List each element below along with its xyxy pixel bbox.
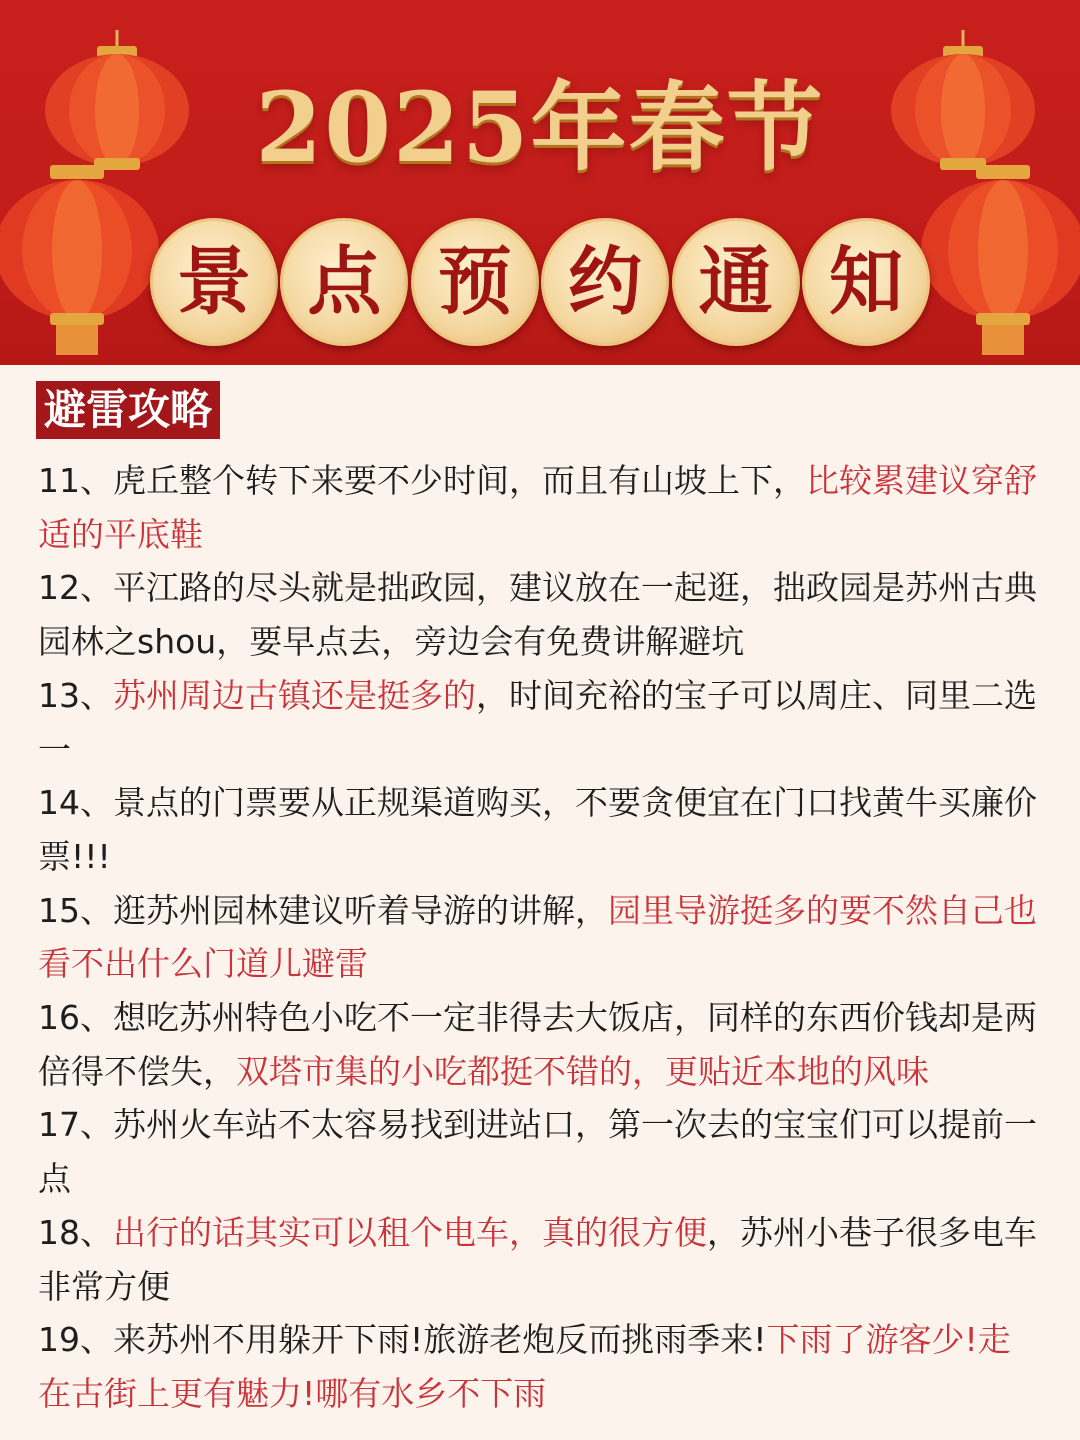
list-item <box>38 454 1042 561</box>
item-text: ，苏州小巷子很多电车非常方便 <box>38 1212 1037 1306</box>
subtitle-char: 通 <box>672 218 800 346</box>
list-item <box>38 561 1042 668</box>
banner-subtitle <box>150 218 930 342</box>
list-item <box>38 669 1042 776</box>
item-text: 15、逛苏州园林建议听着导游的讲解， <box>38 890 608 930</box>
tips-list <box>38 454 1042 1421</box>
list-item <box>38 1313 1042 1420</box>
item-highlight: 出行的话其实可以租个电车，真的很方便 <box>113 1212 707 1252</box>
subtitle-char: 景 <box>150 218 278 346</box>
item-highlight: 双塔市集的小吃都挺不错的，更贴近本地的风味 <box>236 1051 929 1091</box>
list-item <box>38 991 1042 1098</box>
lantern-bottom-left-icon <box>0 165 162 355</box>
item-highlight: 下雨了游客少!走在古街上更有魅力!哪有水乡不下雨 <box>38 1320 1011 1413</box>
header-banner <box>0 0 1080 365</box>
list-item <box>38 884 1042 991</box>
subtitle-char: 点 <box>280 218 408 346</box>
lantern-bottom-right-icon <box>918 165 1080 355</box>
item-text: 14、景点的门票要从正规渠道购买，不要贪便宜在门口找黄牛买廉价票!!! <box>38 783 1037 876</box>
item-text: 13、 <box>38 675 113 715</box>
list-item <box>38 776 1042 883</box>
item-highlight: 园里导游挺多的要不然自己也看不出什么门道儿避雷 <box>38 890 1037 984</box>
item-text: 19、来苏州不用躲开下雨!旅游老炮反而挑雨季来! <box>38 1320 767 1360</box>
item-text: 11、虎丘整个转下来要不少时间，而且有山坡上下， <box>38 461 806 500</box>
item-text: 12、平江路的尽头就是拙政园，建议放在一起逛，拙政园是苏州古典园林之shou，要早点去，旁边会有免费讲解避坑 <box>38 568 1037 662</box>
subtitle-char: 知 <box>802 218 930 346</box>
subtitle-char: 约 <box>541 218 669 346</box>
item-text: ，时间充裕的宝子可以周庄、同里二选一 <box>38 675 1037 769</box>
list-item <box>38 1098 1042 1205</box>
list-item <box>38 1206 1042 1313</box>
item-highlight: 苏州周边古镇还是挺多的 <box>113 675 476 715</box>
banner-title: 2025年春节 <box>255 71 825 184</box>
subtitle-char: 预 <box>411 218 539 346</box>
section-tag: 避雷攻略 <box>36 381 220 439</box>
item-text: 17、苏州火车站不太容易找到进站口，第一次去的宝宝们可以提前一点 <box>38 1105 1037 1199</box>
item-text: 18、 <box>38 1212 113 1252</box>
item-text: 16、想吃苏州特色小吃不一定非得去大饭店，同样的东西价钱却是两倍得不偿失， <box>38 998 1037 1091</box>
item-highlight: 比较累建议穿舒适的平底鞋 <box>38 461 1037 554</box>
